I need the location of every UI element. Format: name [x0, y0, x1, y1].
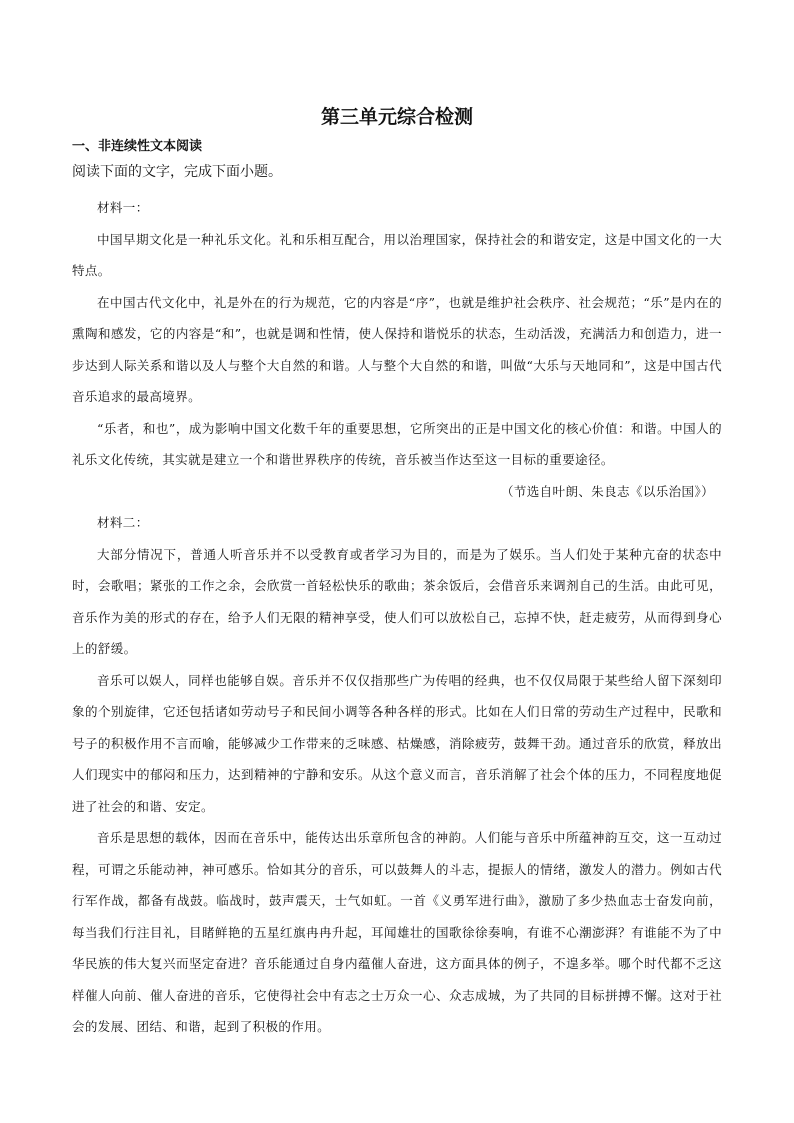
material-two-paragraph: 音乐是思想的载体，因而在音乐中，能传达出乐章所包含的神韵。人们能与音乐中所蕴神韵互交，这一互动过程，可谓之乐能动神，神可感乐。恰如其分的音乐，可以鼓舞人的斗志，提振人的情绪，激发人的潜力。例如古代行军作战，都备有战鼓。临战时，鼓声震天，士气如虹。一首《义勇军进行曲》，激励了多少热血志士奋发向前，每当我们行注目礼，目睹鲜艳的五星红旗冉冉升起，耳闻雄壮的国歌徐徐奏响，有谁不心潮澎湃？有谁能不为了中华民族的伟大复兴而坚定奋进？音乐能通过自身内蕴催人奋进，这方面具体的例子，不遑多举。哪个时代都不乏这样催人向前、催人奋进的音乐，它使得社会中有志之士万众一心、众志成城，为了共同的目标拼搏不懈。这对于社会的发展、团结、和谐，起到了积极的作用。 [72, 830, 722, 1034]
material-one-label: 材料一： [97, 200, 149, 215]
material-one-source: （节选自叶朗、朱良志《以乐治国》） [500, 483, 714, 499]
material-one-paragraph: 中国早期文化是一种礼乐文化。礼和乐相互配合，用以治理国家，保持社会的和谐安定，这是中国文化的一大特点。 [72, 231, 722, 278]
material-one-paragraph: “乐者，和也”，成为影响中国文化数千年的重要思想，它所突出的正是中国文化的核心价值：和谐。中国人的礼乐文化传统，其实就是建立一个和谐世界秩序的传统，音乐被当作达至这一目标的重要途径。 [72, 420, 722, 467]
material-two-paragraph: 大部分情况下，普通人听音乐并不以受教育或者学习为目的，而是为了娱乐。当人们处于某种亢奋的状态中时，会歌唱；紧张的工作之余，会欣赏一首轻松快乐的歌曲；茶余饭后，会借音乐来调剂自己的生活。由此可见，音乐作为美的形式的存在，给予人们无限的精神享受，使人们可以放松自己，忘掉不快，赶走疲劳，从而得到身心上的舒缓。 [72, 546, 722, 656]
material-one-paragraph: 在中国古代文化中，礼是外在的行为规范，它的内容是“序”，也就是维护社会秩序、社会规范；“乐”是内在的熏陶和感发，它的内容是“和”，也就是调和性情，使人保持和谐悦乐的状态，生动活泼，充满活力和创造力，进一步达到人际关系和谐以及人与整个大自然的和谐。人与整个大自然的和谐，叫做“大乐与天地同和”，这是中国古代音乐追求的最高境界。 [72, 294, 722, 404]
reading-instruction: 阅读下面的文字，完成下面小题。 [72, 164, 282, 180]
material-two-label: 材料二： [97, 515, 149, 530]
passage-body [72, 192, 722, 1043]
section-heading: 一、非连续性文本阅读 [72, 139, 203, 154]
material-two-paragraph: 音乐可以娱人，同样也能够自娱。音乐并不仅仅指那些广为传唱的经典，也不仅仅局限于某些给人留下深刻印象的个别旋律，它还包括诸如劳动号子和民间小调等各种各样的形式。比如在人们日常的劳动生产过程中，民歌和号子的积极作用不言而喻，能够减少工作带来的乏味感、枯燥感，消除疲劳，鼓舞干劲。通过音乐的欣赏，释放出人们现实中的郁闷和压力，达到精神的宁静和安乐。从这个意义而言，音乐消解了社会个体的压力，不同程度地促进了社会的和谐、安定。 [72, 672, 722, 814]
page-title: 第三单元综合检测 [320, 106, 473, 128]
